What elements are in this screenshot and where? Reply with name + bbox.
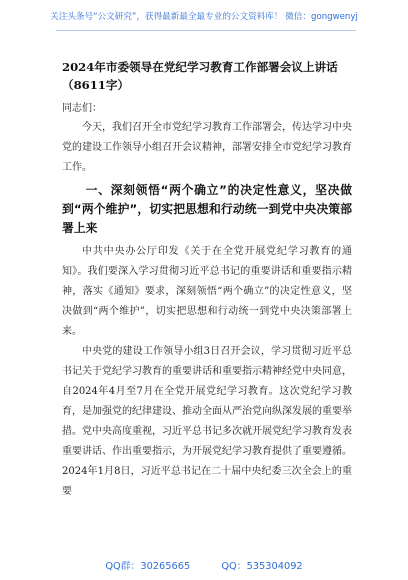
salutation: 同志们：	[62, 103, 102, 114]
footer-contacts	[0, 558, 408, 572]
footer-qq-group: QQ群：30265665	[105, 561, 191, 572]
section-heading-1: 一、深刻领悟“两个确立”的决定性意义，坚决做到“两个维护”，切实把思想和行动统一到党中央决策部署上来	[62, 183, 352, 235]
footer-qq: QQ：535304092	[221, 561, 303, 572]
header-divider	[56, 30, 356, 31]
intro-paragraph: 今天，我们召开全市党纪学习教育工作部署会，传达学习中央党的建设工作领导小组召开会议精神，部署安排全市党纪学习教育工作。	[62, 122, 352, 173]
body-paragraph-2: 中央党的建设工作领导小组3日召开会议，学习贯彻习近平总书记关于党纪学习教育的重要讲话和重要指示精神经党中央同意，自2024年4月至7月在全党开展党纪学习教育。这次党纪学习教育，是加强党的纪律建设、推动全面从严治党向纵深发展的重要举措。党中央高度重视，习近平总书记多次就开展党纪学习教育发表重要讲话、作出重要指示，为开展党纪学习教育提供了重要遵循。2024年1月8日，习近平总书记在二十届中央纪委三次全会上的重要	[62, 346, 352, 497]
header-banner: 关注头条号“公文研究”，获得最新最全最专业的公文资料库！ 微信：gongwenyj	[50, 12, 358, 22]
document-body	[62, 58, 352, 502]
document-title: 2024年市委领导在党纪学习教育工作部署会议上讲话（8611字）	[62, 60, 338, 92]
body-paragraph-1: 中共中央办公厅印发《关于在全党开展党纪学习教育的通知》。我们要深入学习贯彻习近平总书记的重要讲话和重要指示精神，落实《通知》要求，深刻领悟“两个确立”的决定性意义，坚决做到“两个维护”，切实把思想和行动统一到党中央决策部署上来。	[62, 246, 352, 337]
